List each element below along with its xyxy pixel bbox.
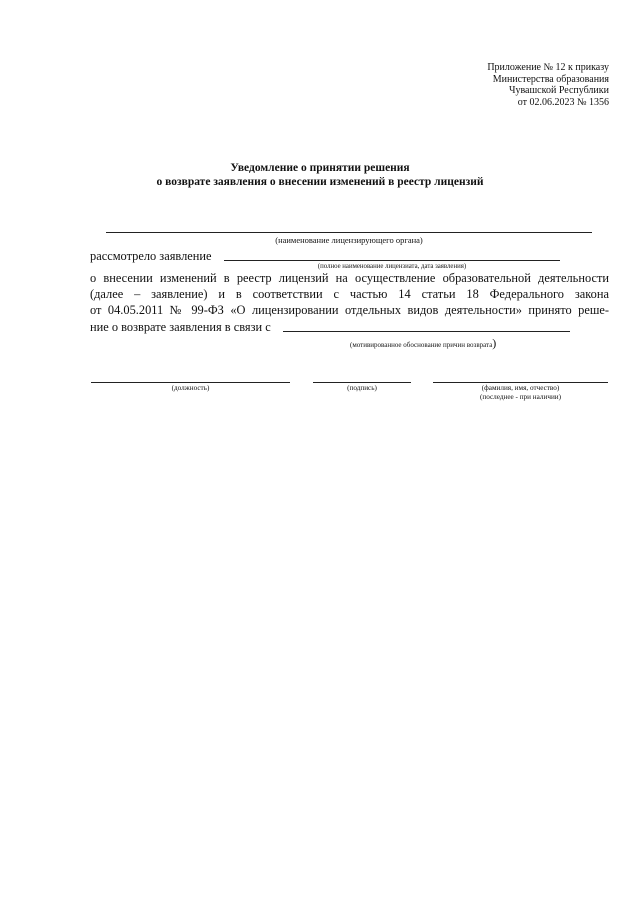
approval-line-3: Чувашской Республики xyxy=(508,85,609,96)
fullname-caption xyxy=(433,384,608,402)
reason-label: ние о возврате заявления в связи с xyxy=(90,320,271,334)
reason-line xyxy=(283,331,570,332)
reason-caption-wrap xyxy=(350,334,496,352)
document-title xyxy=(0,161,640,189)
paragraph-line-2: (далее – заявление) и в соответствии с частью 14 статьи 18 Федерального закона xyxy=(90,287,609,301)
application-caption: (полное наименование лицензиата, дата заявления) xyxy=(317,263,467,270)
organ-name-caption: (наименование лицензирующего органа) xyxy=(275,235,423,245)
reason-caption: (мотивированное обоснование причин возврата xyxy=(350,341,493,349)
position-caption: (должность) xyxy=(171,384,210,392)
application-line xyxy=(224,260,560,261)
reason-caption-close: ) xyxy=(492,336,497,350)
fullname-caption-line-2: (последнее - при наличии) xyxy=(479,393,562,401)
approval-header xyxy=(487,62,609,108)
signature-line xyxy=(313,382,411,383)
approval-line-4: от 02.06.2023 № 1356 xyxy=(517,96,609,108)
fullname-caption-line-1: (фамилия, имя, отчество) xyxy=(481,384,560,392)
fullname-line xyxy=(433,382,608,383)
approval-line-2: Министерства образования xyxy=(492,73,609,85)
title-line-1: Уведомление о принятии решения xyxy=(230,162,410,174)
organ-name-line xyxy=(106,232,592,233)
paragraph-line-1: о внесении изменений в реестр лицензий на осуществление образовательной деятельности xyxy=(90,271,609,285)
paragraph-line-3: от 04.05.2011 № 99-ФЗ «О лицензировании отдельных видов деятельности» принято реше- xyxy=(90,303,609,317)
position-line xyxy=(91,382,290,383)
signature-caption: (подпись) xyxy=(347,384,377,392)
approval-line-1: Приложение № 12 к приказу xyxy=(487,62,609,73)
reviewed-label: рассмотрело заявление xyxy=(90,249,212,263)
title-line-2: о возврате заявления о внесении изменений в реестр лицензий xyxy=(156,176,484,188)
